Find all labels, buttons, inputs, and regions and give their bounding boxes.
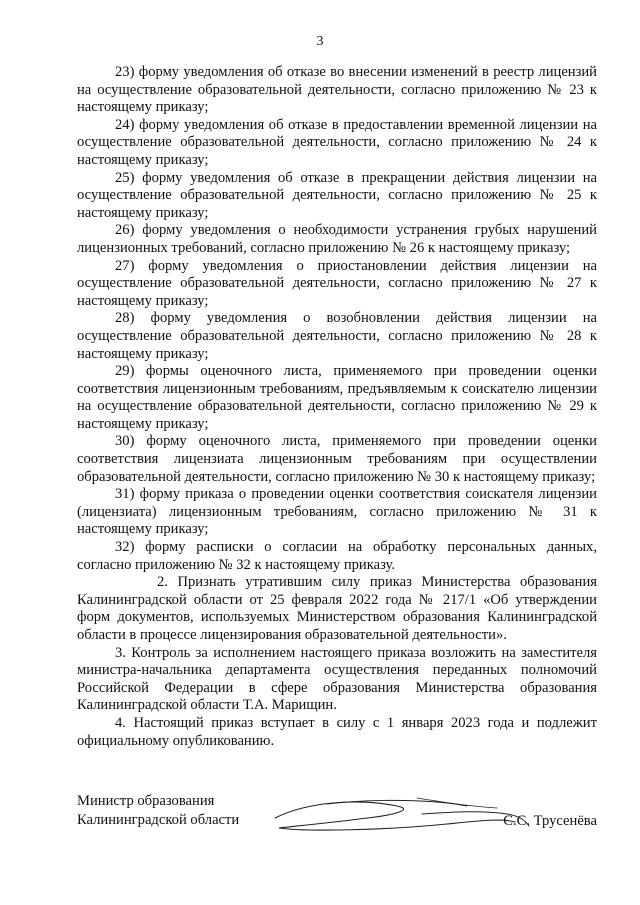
list-item: 26) форму уведомления о необходимости устранения грубых нарушений лицензионных требований, согласно приложению № 26 к настоящему приказу;	[77, 222, 597, 256]
list-item: 29) формы оценочного листа, применяемого при проведении оценки соответствия лицензионным требованиям, предъявляемым к соискателю лицензии на осуществление образовательной деятельности, согласно приложению № 29 к настоящему приказу;	[77, 363, 597, 432]
list-item: 32) форму расписки о согласии на обработку персональных данных, согласно приложению № 32 к настоящему приказу.	[77, 539, 597, 573]
signatory-title-line: Министр образования	[77, 793, 215, 809]
page-number: 3	[316, 34, 324, 49]
list-item: 30) форму оценочного листа, применяемого при проведении оценки соответствия лицензиата лицензионным требованиям при осуществлении образовательной деятельности, согласно приложению № 30 к настоящему приказу;	[77, 433, 597, 485]
list-item: 28) форму уведомления о возобновлении действия лицензии на осуществление образовательной деятельности, согласно приложению № 28 к настоящему приказу;	[77, 310, 597, 362]
order-body	[77, 64, 597, 750]
clause-effective-date: 4. Настоящий приказ вступает в силу с 1 января 2023 года и подлежит официальному опубликованию.	[77, 714, 597, 749]
list-item: 23) форму уведомления об отказе во внесении изменений в реестр лицензий на осуществление образовательной деятельности, согласно приложению № 23 к настоящему приказу;	[77, 64, 597, 116]
signature-block	[77, 792, 597, 842]
signatory-name: С.С. Трусенёва	[503, 813, 597, 829]
clause-control: 3. Контроль за исполнением настоящего приказа возложить на заместителя министра-начальника департамента осуществления переданных полномочий Российской Федерации в сфере образования Министерства образования Калининградской области Т.А. Марищин.	[77, 644, 597, 714]
list-item: 31) форму приказа о проведении оценки соответствия соискателя лицензии (лицензиата) лицензионным требованиям, согласно приложению № 31 к настоящему приказу;	[77, 486, 597, 538]
list-item: 24) форму уведомления об отказе в предоставлении временной лицензии на осуществление образовательной деятельности, согласно приложению № 24 к настоящему приказу;	[77, 116, 597, 168]
list-item: 27) форму уведомления о приостановлении действия лицензии на осуществление образовательной деятельности, согласно приложению № 27 к настоящему приказу;	[77, 257, 597, 309]
signatory-title-line: Калининградской области	[77, 812, 240, 828]
list-item: 25) форму уведомления об отказе в прекращении действия лицензии на осуществление образовательной деятельности, согласно приложению № 25 к настоящему приказу;	[77, 169, 597, 221]
clause-repeal: 2. Признать утратившим силу приказ Министерства образования Калининградской области от 25 февраля 2022 года № 217/1 «Об утверждении форм документов, используемых Министерством образования Калининградской области в процессе лицензирования образовательной деятельности».	[77, 574, 597, 643]
